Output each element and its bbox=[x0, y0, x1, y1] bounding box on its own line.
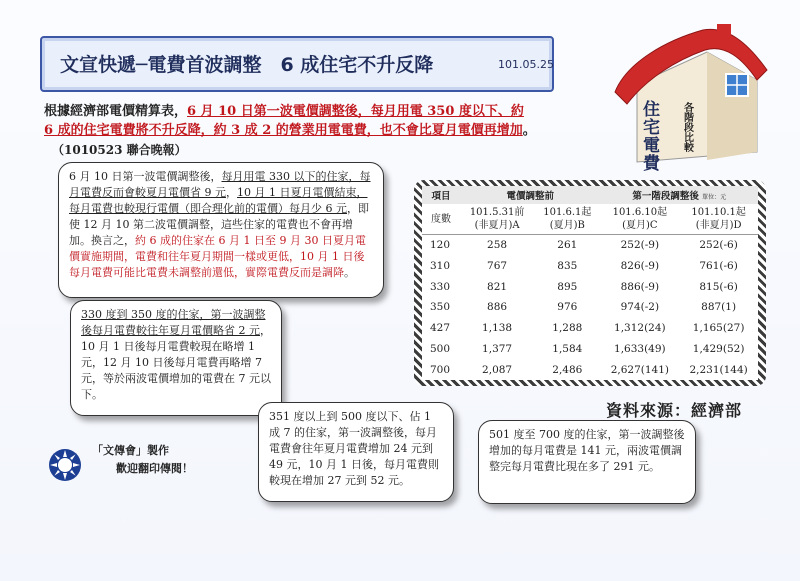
title-date: 101.05.25 bbox=[498, 58, 554, 71]
callout-bubble-4 bbox=[478, 420, 696, 504]
table-cell: 821 bbox=[487, 280, 508, 293]
table-cell: 895 bbox=[557, 280, 578, 293]
table-row bbox=[422, 276, 758, 297]
footer-line-1: 「文傳會」製作 bbox=[92, 444, 169, 457]
table-cell: 826(-9) bbox=[620, 260, 660, 273]
table-cell: 252(-6) bbox=[699, 239, 738, 252]
table-cell: 886(-9) bbox=[620, 280, 660, 293]
table-cell: 700 bbox=[430, 363, 451, 376]
callout-1-underlined: 每月用電 330 以下的住家，每月電費反而會較夏月電價省 9 元 bbox=[69, 170, 371, 199]
table-cell: 887(1) bbox=[701, 301, 737, 314]
table-group-header bbox=[600, 186, 758, 204]
table-group-header-label: 第一階段調整後 bbox=[632, 191, 699, 202]
table-cell: 1,429(52) bbox=[692, 342, 745, 355]
callout-3-text: 351 度以上到 500 度以下、佔 1 成 7 的住家，第一波調整後，每月電費會往年夏月電費增加 24 元到 49 元，10 月 1 日後，每月電費則較現在增加 27 元到 52 元。 bbox=[269, 410, 439, 487]
callout-bubble-3 bbox=[258, 402, 454, 502]
price-table-frame bbox=[414, 180, 766, 386]
table-row bbox=[422, 359, 758, 380]
table-cell: 120 bbox=[430, 239, 451, 252]
news-source: （1010523 聯合晚報） bbox=[52, 143, 187, 157]
callout-2-underlined: 330 度到 350 度的住家，第一波調整後每月電費較往年夏月電價略省 2 元 bbox=[81, 308, 266, 337]
title-banner bbox=[40, 36, 554, 92]
table-sub-header: 101.6.1起 (夏月)B bbox=[534, 204, 600, 235]
table-unit: 單位：元 bbox=[702, 194, 727, 201]
table-cell: 886 bbox=[487, 301, 508, 314]
table-cell: 976 bbox=[557, 301, 578, 314]
table-cell: 1,633(49) bbox=[614, 342, 666, 355]
table-row bbox=[422, 256, 758, 277]
table-group-header-row bbox=[422, 186, 758, 204]
table-cell: 761(-6) bbox=[699, 260, 738, 273]
footer-line-2: 歡迎翻印傳閱！ bbox=[116, 462, 193, 475]
table-sub-header: 101.6.10起 (夏月)C bbox=[600, 204, 679, 235]
intro-highlight-1: 6 月 10 日第一波電價調整後，每月用電 350 度以下、約 bbox=[187, 104, 524, 119]
house-big-text: 住宅電費 bbox=[639, 100, 659, 172]
callout-bubble-1 bbox=[58, 162, 384, 298]
table-cell: 427 bbox=[430, 322, 451, 335]
callout-2-text: ，10 月 1 日後每月電費較現在略增 1 元，12 月 10 日後每月電費再略增 7 元，等於兩波電價增加的電費在 7 元以下。 bbox=[81, 324, 271, 401]
party-emblem-icon bbox=[48, 448, 82, 482]
table-cell: 258 bbox=[487, 239, 508, 252]
callout-1-text: ，即使 12 月 10 第二波電價調整，這些住家的電費也不會再增加。換言之， bbox=[69, 202, 369, 247]
page-title: 文宣快遞─電費首波調整 6 成住宅不升反降 bbox=[60, 54, 434, 76]
callout-4-text: 501 度至 700 度的住家，第一波調整後增加的每月電費是 141 元，兩波電價調整完每月電費比現在多了 291 元。 bbox=[489, 428, 685, 473]
table-row bbox=[422, 339, 758, 360]
table-cell: 2,231(144) bbox=[689, 363, 748, 376]
table-cell: 261 bbox=[557, 239, 578, 252]
intro-paragraph bbox=[44, 102, 604, 140]
table-group-header: 項目 bbox=[422, 186, 460, 204]
callout-bubble-2 bbox=[70, 300, 282, 416]
callout-1-text: ， bbox=[226, 186, 237, 199]
table-sub-header: 101.10.1起 (非夏月)D bbox=[679, 204, 758, 235]
table-sub-header: 101.5.31前 (非夏月)A bbox=[460, 204, 534, 235]
table-sub-header-row bbox=[422, 204, 758, 235]
table-cell: 2,087 bbox=[482, 363, 513, 376]
table-cell: 835 bbox=[557, 260, 578, 273]
table-cell: 815(-6) bbox=[699, 280, 738, 293]
table-row bbox=[422, 235, 758, 256]
table-group-header: 電價調整前 bbox=[460, 186, 600, 204]
table-cell: 1,288 bbox=[552, 322, 583, 335]
table-cell: 1,312(24) bbox=[614, 322, 666, 335]
callout-1-underlined: 10 月 1 日夏月電價結束，每月電費也較現行電價（即合理化前的電價）每月少 6 元 bbox=[69, 186, 368, 215]
table-cell: 1,165(27) bbox=[692, 322, 745, 335]
table-sub-header: 度數 bbox=[422, 204, 460, 235]
table-cell: 2,486 bbox=[552, 363, 583, 376]
table-cell: 330 bbox=[430, 280, 451, 293]
callout-1-red: 約 6 成的住家在 6 月 1 日至 9 月 30 日夏月電價實施期間，電費和往年夏月期間一樣或更低，10 月 1 日後每月電費可能比電費未調整前還低，實際電費反而是調降 bbox=[69, 234, 366, 279]
intro-end: 。 bbox=[522, 123, 536, 138]
house-chimney bbox=[717, 24, 731, 44]
table-cell: 974(-2) bbox=[620, 301, 660, 314]
data-source-label: 資料來源：經濟部 bbox=[606, 401, 743, 420]
table-cell: 500 bbox=[430, 342, 451, 355]
table-cell: 767 bbox=[487, 260, 508, 273]
footer-credit bbox=[88, 442, 193, 478]
callout-1-text: 6 月 10 日第一波電價調整後， bbox=[69, 170, 222, 183]
table-cell: 252(-9) bbox=[620, 239, 660, 252]
price-table bbox=[422, 186, 758, 380]
intro-lead: 根據經濟部電價精算表， bbox=[44, 104, 188, 119]
table-cell: 1,138 bbox=[482, 322, 513, 335]
table-cell: 1,377 bbox=[482, 342, 513, 355]
callout-1-text: 。 bbox=[344, 266, 355, 279]
table-cell: 350 bbox=[430, 301, 451, 314]
table-cell: 2,627(141) bbox=[610, 363, 669, 376]
table-row bbox=[422, 318, 758, 339]
house-illustration bbox=[607, 22, 772, 172]
intro-highlight-2: 6 成的住宅電費將不升反降，約 3 成 2 的營業用電電費，也不會比夏月電價再增加 bbox=[44, 123, 523, 138]
table-row bbox=[422, 297, 758, 318]
table-cell: 310 bbox=[430, 260, 451, 273]
table-cell: 1,584 bbox=[552, 342, 583, 355]
house-small-text: 各階段比較 bbox=[681, 102, 693, 152]
